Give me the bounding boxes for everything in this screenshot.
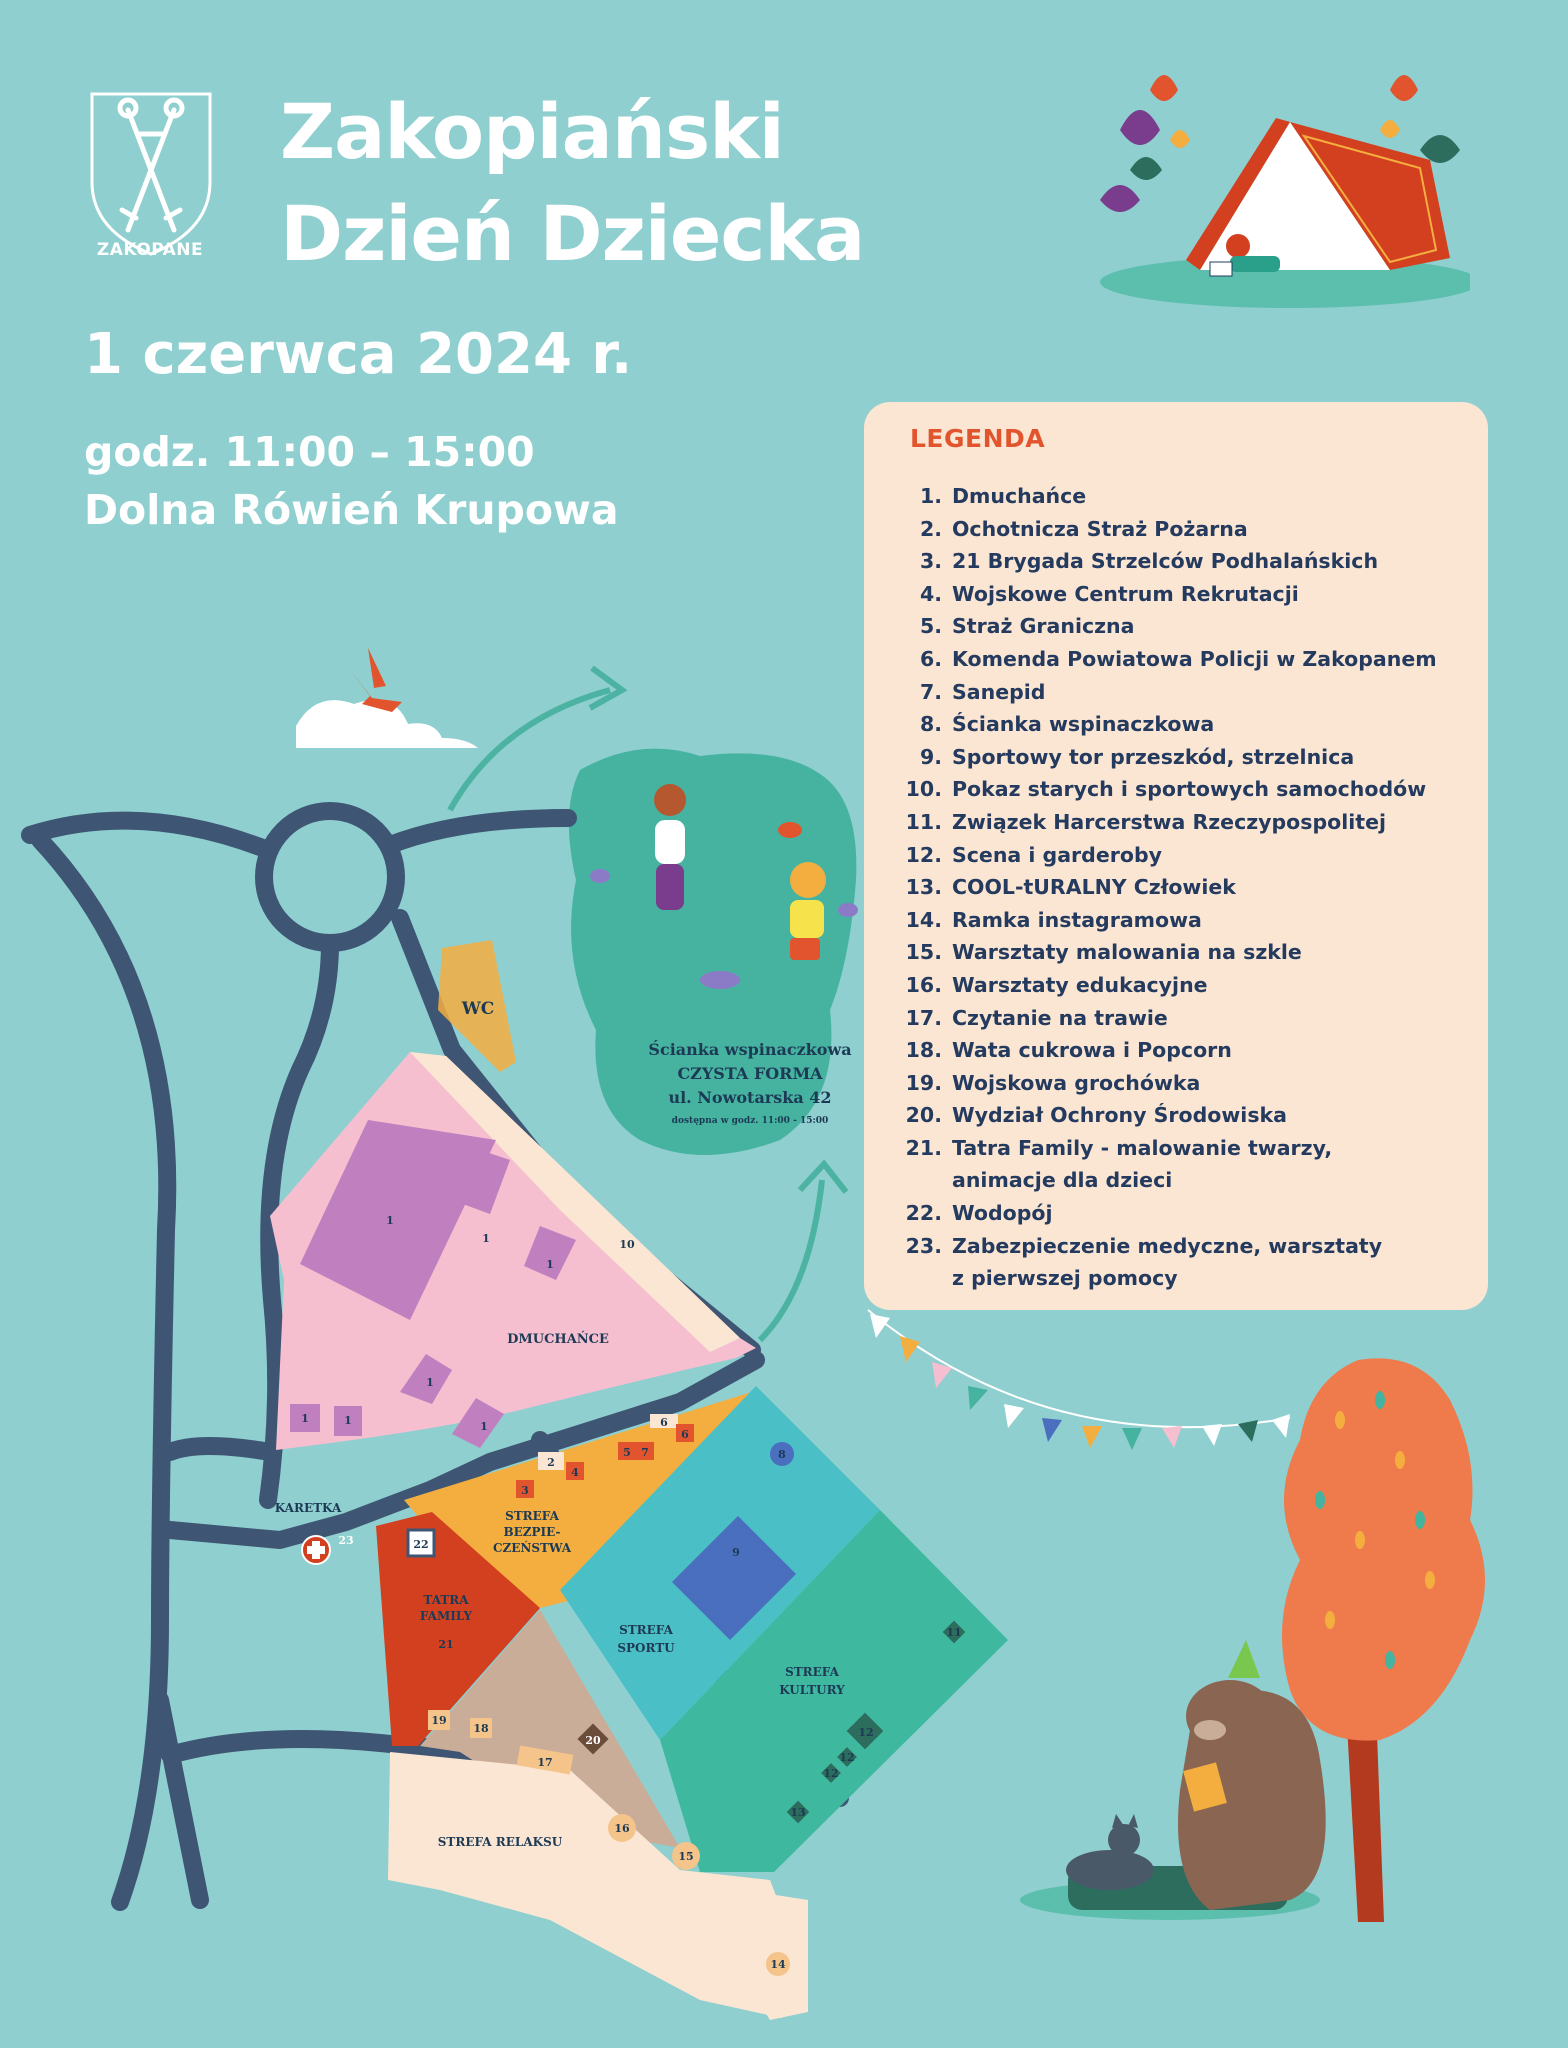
legend-item: 15. Warsztaty malowania na szkle xyxy=(905,940,1302,965)
climbing-wall-name: CZYSTA FORMA xyxy=(677,1064,823,1083)
marker-18: 18 xyxy=(473,1722,489,1735)
karetka-label: KARETKA xyxy=(274,1501,342,1515)
zone-relaks-label: STREFA RELAKSU xyxy=(437,1835,563,1849)
marker-11: 11 xyxy=(946,1626,962,1639)
page-title-line1: Zakopiański xyxy=(280,87,784,176)
marker-12: 12 xyxy=(839,1751,855,1764)
medical-cross-icon xyxy=(302,1536,330,1564)
legend-item: 16. Warsztaty edukacyjne xyxy=(905,972,1208,997)
wc-label: WC xyxy=(461,999,495,1019)
legend-item: 21. Tatra Family - malowanie twarzy, animacje dla dzieci xyxy=(905,1135,1333,1193)
marker-4: 4 xyxy=(571,1466,579,1479)
arrow-up-icon xyxy=(760,1180,822,1340)
marker-9: 9 xyxy=(732,1546,740,1559)
event-hours: godz. 11:00 – 15:00 xyxy=(84,428,535,476)
legend-item: 7. Sanepid xyxy=(919,679,1046,704)
legend-item: 11. Związek Harcerstwa Rzeczypospolitej xyxy=(905,809,1387,834)
legend-item: 4. Wojskowe Centrum Rekrutacji xyxy=(919,581,1299,606)
zone-kultura-label-2: KULTURY xyxy=(779,1683,845,1697)
legend-title: LEGENDA xyxy=(910,424,1046,453)
zone-sport-label-2: SPORTU xyxy=(617,1641,675,1655)
legend-item: 8. Ścianka wspinaczkowa xyxy=(919,712,1215,737)
legend-item: 22. Wodopój xyxy=(905,1201,1053,1226)
bear-and-cat-illustration xyxy=(1020,1640,1326,1920)
marker-2: 2 xyxy=(547,1456,555,1469)
legend-item: 17. Czytanie na trawie xyxy=(905,1005,1168,1030)
marker-20: 20 xyxy=(585,1734,601,1747)
event-date: 1 czerwca 2024 r. xyxy=(84,322,633,387)
climbing-wall-hours: dostępna w godz. 11:00 - 15:00 xyxy=(671,1116,829,1126)
marker-15: 15 xyxy=(678,1850,694,1863)
legend-item: 10. Pokaz starych i sportowych samochodów xyxy=(905,777,1427,802)
marker-16: 16 xyxy=(614,1822,630,1835)
legend-item: 1. Dmuchańce xyxy=(919,484,1087,508)
marker-1: 1 xyxy=(480,1420,488,1433)
marker-19: 19 xyxy=(431,1714,447,1727)
marker-13: 13 xyxy=(790,1806,806,1819)
marker-21: 21 xyxy=(438,1638,454,1651)
legend-item: 3. 21 Brygada Strzelców Podhalańskich xyxy=(919,549,1379,574)
marker-7: 7 xyxy=(641,1446,649,1459)
marker-6: 6 xyxy=(681,1428,689,1441)
marker-3: 3 xyxy=(521,1484,529,1497)
legend-item: 9. Sportowy tor przeszkód, strzelnica xyxy=(919,744,1355,769)
crest-label: ZAKOPANE xyxy=(96,240,204,260)
marker-1: 1 xyxy=(546,1258,554,1271)
bunting-flags xyxy=(868,1310,1290,1450)
marker-10: 10 xyxy=(619,1238,635,1251)
marker-6: 6 xyxy=(660,1416,668,1429)
marker-1: 1 xyxy=(301,1412,309,1425)
marker-14: 14 xyxy=(770,1958,786,1971)
zone-tatra-label-2: FAMILY xyxy=(419,1609,473,1623)
marker-23: 23 xyxy=(338,1534,354,1547)
marker-1: 1 xyxy=(426,1376,434,1389)
event-place: Dolna Rówień Krupowa xyxy=(84,486,619,534)
marker-17: 17 xyxy=(537,1756,553,1769)
legend-item: 23. Zabezpieczenie medyczne, warsztaty z pierwszej pomocy xyxy=(905,1233,1383,1291)
zone-bezp-label-1: STREFA xyxy=(505,1509,559,1523)
zone-sport-label-1: STREFA xyxy=(619,1623,673,1637)
legend-item: 14. Ramka instagramowa xyxy=(905,907,1202,932)
marker-5: 5 xyxy=(623,1446,631,1459)
zone-bezp-label-3: CZEŃSTWA xyxy=(492,1541,572,1555)
marker-12: 12 xyxy=(823,1767,839,1780)
zone-dmuchance-label: DMUCHAŃCE xyxy=(507,1332,609,1347)
zone-tatra-label-1: TATRA xyxy=(423,1593,469,1607)
zone-kultura-label-1: STREFA xyxy=(785,1665,839,1679)
legend-item: 6. Komenda Powiatowa Policji w Zakopanem xyxy=(919,646,1437,671)
marker-8: 8 xyxy=(778,1448,786,1461)
climbing-wall-address: ul. Nowotarska 42 xyxy=(668,1088,832,1107)
marker-1: 1 xyxy=(344,1414,352,1427)
marker-1: 1 xyxy=(386,1214,394,1227)
climbing-wall-title: Ścianka wspinaczkowa xyxy=(648,1040,852,1059)
legend-item: 18. Wata cukrowa i Popcorn xyxy=(905,1038,1232,1063)
legend-item: 2. Ochotnicza Straż Pożarna xyxy=(919,516,1248,541)
zone-bezp-label-2: BEZPIE- xyxy=(503,1525,561,1539)
legend-item: 12. Scena i garderoby xyxy=(905,842,1162,867)
legend-item: 19. Wojskowa grochówka xyxy=(905,1070,1201,1095)
marker-22: 22 xyxy=(413,1538,429,1551)
marker-12: 12 xyxy=(858,1726,874,1739)
legend-item: 5. Straż Graniczna xyxy=(919,614,1135,639)
legend-item: 20. Wydział Ochrony Środowiska xyxy=(905,1103,1287,1128)
bird-icon xyxy=(350,648,402,712)
marker-1: 1 xyxy=(482,1232,490,1245)
legend-item: 13. COOL-tURALNY Człowiek xyxy=(905,875,1236,900)
page-title-line2: Dzień Dziecka xyxy=(280,189,865,278)
